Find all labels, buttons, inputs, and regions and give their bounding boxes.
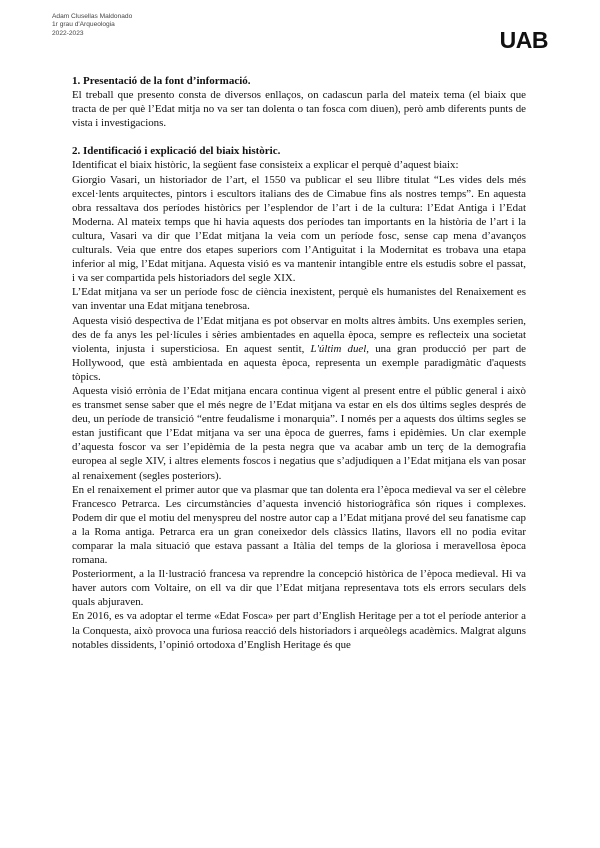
uab-logo: UAB (499, 27, 548, 53)
academic-year: 2022-2023 (52, 29, 84, 37)
paragraph-visio-erronia: Aquesta visió errònia de l’Edat mitjana encara continua vigent al present entre el públic general i això es transmet sense saber que el més negre de l’Edat mitjana va estar en els dos últims segles després de deu, un període de transició “entre feudalisme i monarquia”. I només per a aquests dos últims segles se estan justificant que l’Edat mitjana va ser una època de guerres, fams i epidèmies. Un clar exemple d’aquesta foscor va ser l’epidèmia de la pesta negra que va acabar amb un terç de la demografia europea al segle XIV, i altres elements foscos i negatius que s’adjudiquen a l’Edat mitjana els van posar al renaixement (segles posteriors). (72, 384, 526, 482)
course-name: 1r grau d'Arqueologia (52, 21, 115, 29)
section-2-heading: 2. Identificació i explicació del biaix històric. (72, 145, 281, 158)
header-meta (52, 13, 132, 38)
section-1-paragraph: El treball que presento consta de diversos enllaços, on cadascun parla del mateix tema (el biaix que tracta de per què l’Edat mitja no va ser tan dolenta o tan fosca com diuen), però amb diferents punts de vista i investigacions. (72, 89, 526, 130)
author-name: Adam Clusellas Maldonado (52, 13, 133, 20)
section-1-heading: 1. Presentació de la font d’informació. (72, 75, 251, 87)
document-body (72, 74, 526, 652)
paragraph-vasari: Giorgio Vasari, un historiador de l’art, el 1550 va publicar el seu llibre titulat “Les vides dels més excel·lents arquitectes, pintors i escultors italians des de Cimabue fins als nostres temps”. En aquesta obra ressaltava dos períodes històrics per l’esplendor de l’art i de la cultura: l’Edat Antiga i l’Edat Moderna. Al mateix temps que hi havia aquests dos períodes tan importants en la història de l’art i la cultura, Vasari va dir que l’Edat mitjana la veia com un període fosc, sense cap mena d’avanços culturals. Veia que entre dos etapes superiors com l’Antiguitat i la Modernitat es trobava una etapa inferior al mig, l’Edat mitjana. Aquesta visió es va mantenir intangible entre els estudis sobre el passat, i va ser compartida pels historiadors del segle XIX. (72, 173, 526, 285)
paragraph-illustracio: Posteriorment, a la Il·lustració francesa va reprendre la concepció històrica de l’època medieval. Hi va haver autors com Voltaire, on ell va dir que l’Edat mitjana representava tots els errors seculars dels quals abjuraven. (72, 568, 526, 609)
paragraph-visio-despectiva: Aquesta visió despectiva de l’Edat mitjana es pot observar en molts altres àmbits. Uns exemples serien, des de fa anys les pel·lícules i sèries ambientades en aquella època, sempre es reflecteix una societat violenta, injusta i supersticiosa. En aquest sentit, L'últim duel, una gran producció per part de Hollywood, que està ambientada en aquesta època, representa un exemple paradigmàtic d'aquests tòpics. (72, 314, 526, 383)
section-2-intro: Identificat el biaix històric, la següent fase consisteix a explicar el perquè d’aquest biaix: (72, 159, 459, 172)
paragraph-humanistes: L’Edat mitjana va ser un període fosc de ciència inexistent, perquè els humanistes del Renaixement es van inventar una Edat mitjana tenebrosa. (72, 286, 526, 313)
paragraph-2016: En 2016, es va adoptar el terme «Edat Fosca» per part d’English Heritage per a tot el període anterior a la Conquesta, això provoca una furiosa reacció dels historiadors i arqueòlegs acadèmics. Malgrat alguns notables dissidents, l’opinió ortodoxa d’English Heritage és que (72, 610, 526, 651)
paragraph-petrarca: En el renaixement el primer autor que va plasmar que tan dolenta era l’època medieval va ser el cèlebre Francesco Petrarca. Les circumstàncies d’aquesta invenció historiogràfica són riques i complexes. Podem dir que el motiu del menyspreu del nostre autor cap a l’Edat mitjana prové del seu fanatisme cap a la Roma antiga. Petrarca era un gran coneixedor dels clàssics llatins, llavors ell no podia evitar comparar la mala situació que estava passant a Itàlia del temps de la gloriosa i meravellosa època romana. (72, 483, 526, 567)
film-title: L'últim duel (310, 342, 367, 355)
